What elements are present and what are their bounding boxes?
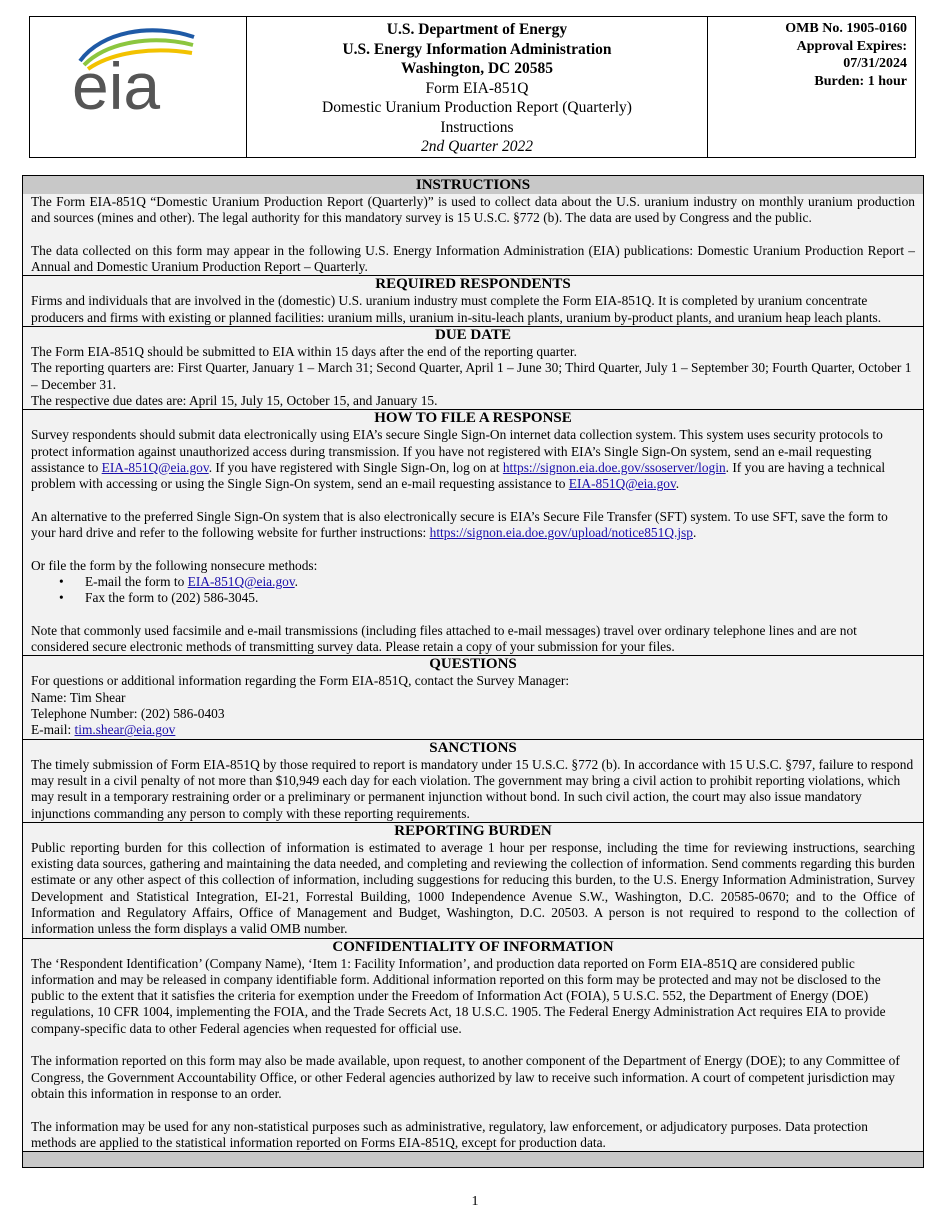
section-heading-how-to-file: HOW TO FILE A RESPONSE (23, 409, 923, 427)
paragraph: The reporting quarters are: First Quarter, January 1 – March 31; Second Quarter, April 1 – June 30; Third Quarter, July 1 – September 30; Fourth Quarter, October 1 – December 31. (31, 360, 912, 392)
contact-phone: Telephone Number: (202) 586-0403 (31, 706, 225, 722)
sso-login-link[interactable]: https://signon.eia.doe.gov/ssoserver/login (502, 459, 726, 475)
email-link[interactable]: EIA-851Q@eia.gov (101, 459, 209, 475)
instructions-table (22, 175, 924, 1168)
paragraph: The ‘Respondent Identification’ (Company Name), ‘Item 1: Facility Information’, and production data reported on Form EIA-851Q are considered public information and may be released in company identifiable form. Additional information reported on this form may be protected and may not be disclosed to the public to the extent that it satisfies the criteria for exemption under the Freedom of Information Act (FOIA), 5 U.S.C. 552, the Department of Energy (DOE) regulations, 10 CFR 1004, implementing the FOIA, and the Trade Secrets Act, 18 U.S.C. 1905. The Federal Energy Administration Act requires EIA to provide company-specific data to other Federal agencies when requested for official use. (31, 955, 886, 1036)
paragraph: Or file the form by the following nonsecure methods: (31, 557, 318, 573)
section-body-instructions (23, 194, 923, 275)
paragraph: The data collected on this form may appear in the following U.S. Energy Information Administration (EIA) publications: Domestic Uranium Production Report – Annual and Domestic Uranium Production Report – Quarterly. (31, 242, 915, 275)
paragraph: An alternative to the preferred Single Sign-On system that is also electronically secure is EIA’s Secure File Transfer (SFT) system. To use SFT, save the form to your hard drive and refer to the following website for further instructions: https://signon.eia.doe.gov/upload/notice851Q.jsp. (31, 508, 888, 541)
paragraph: Note that commonly used facsimile and e-mail transmissions (including files attached to e-mail messages) travel over ordinary telephone lines and are not considered secure electronic methods of transmitting survey data. Please retain a copy of your submission for your files. (31, 622, 857, 655)
table-footer-bar (23, 1151, 923, 1167)
paragraph: The information may be used for any non-statistical purposes such as administrative, regulatory, law enforcement, or adjudicatory purposes. Data protection methods are applied to the statistical information reported on Forms EIA-851Q, except for production data. (31, 1118, 868, 1150)
omb-number: OMB No. 1905-0160 (785, 21, 907, 36)
section-heading-sanctions: SANCTIONS (23, 739, 923, 757)
report-period: 2nd Quarter 2022 (421, 138, 533, 155)
paragraph: The Form EIA-851Q should be submitted to EIA within 15 days after the end of the reporting quarter. (31, 344, 577, 360)
doc-type: Instructions (440, 118, 514, 136)
paragraph: The Form EIA-851Q “Domestic Uranium Production Report (Quarterly)” is used to collect data about the U.S. uranium industry on monthly uranium production and sources (mines and other). The legal authority for this mandatory survey is 15 U.S.C. §772 (b). The data are used by Congress and the public. (31, 194, 915, 226)
form-id: Form EIA-851Q (425, 79, 529, 97)
agency-block (247, 17, 708, 158)
svg-text:eia: eia (72, 49, 161, 115)
email-link[interactable]: tim.shear@eia.gov (74, 722, 176, 738)
agency-sub: U.S. Energy Information Administration (342, 40, 612, 58)
sft-notice-link[interactable]: https://signon.eia.doe.gov/upload/notice851Q.jsp (429, 525, 693, 541)
email-link[interactable]: EIA-851Q@eia.gov (187, 573, 295, 589)
eia-logo (72, 25, 197, 120)
section-body-sanctions (23, 757, 923, 822)
contact-email: E-mail: tim.shear@eia.gov (31, 722, 176, 738)
paragraph: The respective due dates are: April 15, July 15, October 15, and January 15. (31, 392, 438, 408)
section-body-respondents (23, 293, 923, 326)
page-number: 1 (471, 1194, 479, 1209)
section-body-burden (23, 840, 923, 938)
paragraph: Public reporting burden for this collection of information is estimated to average 1 hour per response, including the time for reviewing instructions, searching existing data sources, gathering and maintaining the data needed, and completing and reviewing the collection of information. Send comments regarding this burden estimate or any other aspect of this collection of information, including suggestions for reducing this burden, to the U.S. Energy Information Administration, Survey Development and Statistical Integration, EI-21, Forrestal Building, 1000 Independence Avenue S.W., Washington, D.C. 20585-0670; and to the Office of Information and Regulatory Affairs, Office of Management and Budget, Washington, D.C. 20503. A person is not required to respond to the collection of information unless the form displays a valid OMB number. (31, 839, 915, 937)
section-heading-questions: QUESTIONS (23, 655, 923, 673)
eia-logo-icon (72, 25, 197, 115)
section-body-confidentiality (23, 956, 923, 1152)
paragraph: The information reported on this form may also be made available, upon request, to another component of the Department of Energy (DOE); to any Committee of Congress, the Government Accountability Office, or other Federal agencies authorized by law to receive such information. A court of competent jurisdiction may obtain this information in response to an order. (31, 1053, 900, 1101)
agency-name: U.S. Department of Energy (386, 21, 568, 38)
list-item: • Fax the form to (202) 586-3045. (85, 590, 915, 606)
paragraph: Firms and individuals that are involved in the (domestic) U.S. uranium industry must complete the Form EIA-851Q. It is completed by uranium concentrate producers and firms with existing or planned facilities: uranium mills, uranium in-situ-leach plants, uranium by-product plants, and uranium heap leach plants. (31, 293, 882, 325)
agency-city: Washington, DC 20585 (400, 60, 554, 77)
section-heading-burden: REPORTING BURDEN (23, 822, 923, 840)
form-header (29, 16, 916, 158)
section-body-how-to-file (23, 427, 923, 655)
section-heading-respondents: REQUIRED RESPONDENTS (23, 275, 923, 293)
burden-label: Burden: 1 hour (814, 73, 907, 89)
approval-label: Approval Expires: (796, 38, 907, 54)
section-body-due-date (23, 344, 923, 409)
form-title: Domestic Uranium Production Report (Quarterly) (322, 99, 632, 116)
section-heading-confidentiality: CONFIDENTIALITY OF INFORMATION (23, 938, 923, 956)
omb-block (708, 17, 916, 158)
email-link[interactable]: EIA-851Q@eia.gov (568, 476, 676, 492)
section-heading-due-date: DUE DATE (23, 326, 923, 344)
approval-date: 07/31/2024 (843, 56, 907, 71)
section-heading-instructions: INSTRUCTIONS (23, 176, 923, 194)
list-item: • E-mail the form to EIA-851Q@eia.gov. (85, 574, 915, 590)
paragraph: Survey respondents should submit data electronically using EIA’s secure Single Sign-On internet data collection system. This system uses security protocols to protect information against unauthorized access during transmission. If you have not registered with EIA’s Single Sign-On system, send an e-mail requesting assistance to EIA-851Q@eia.gov. If you have registered with Single Sign-On, log on at https://signon.eia.doe.gov/ssoserver/login. If you are having a technical problem with accessing or using the Single Sign-On system, send an e-mail requesting assistance to EIA-851Q@eia.gov. (31, 427, 886, 492)
paragraph: For questions or additional information regarding the Form EIA-851Q, contact the Survey Manager: (31, 673, 570, 689)
logo-cell (30, 17, 247, 158)
section-body-questions (23, 673, 923, 738)
contact-name: Name: Tim Shear (31, 689, 126, 705)
nonsecure-methods-list (31, 574, 915, 607)
paragraph: The timely submission of Form EIA-851Q by those required to report is mandatory under 15 U.S.C. §772 (b). In accordance with 15 U.S.C. §797, failure to respond may result in a civil penalty of not more than $10,949 each day for each violation. The government may bring a civil action to prohibit reporting violations, which may result in a temporary restraining order or a preliminary or permanent injunction without bond. In such civil action, the court may also issue mandatory injunctions commanding any person to comply with these reporting requirements. (31, 756, 914, 821)
